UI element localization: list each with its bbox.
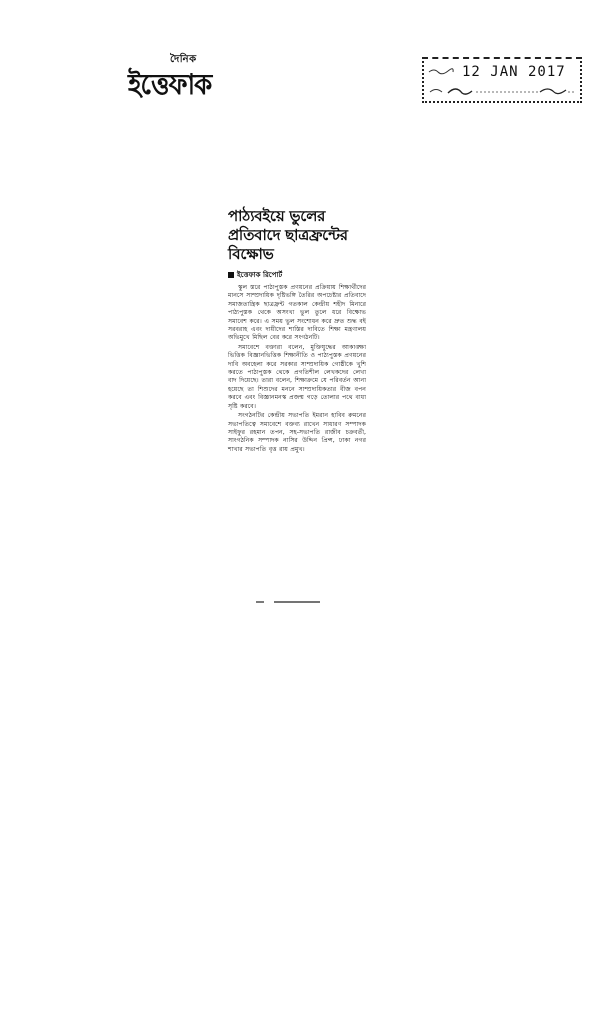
article-paragraph: সংগঠনটির কেন্দ্রীয় সভাপতি ইমরান হাবিব রুমনের সভাপতিত্বে সমাবেশে বক্তব্য রাখেন সাধারণ সম্পাদক সাইফুর রহমান তপন, সহ-সভাপতি রাজীব চক্রবর্তী, সাংগঠনিক সম্পাদক নাসির উদ্দিন প্রিন্স, ঢাকা নগর শাখার সভাপতি বৃত্ত রায় প্রমুখ। — [228, 412, 366, 453]
stamp-handwritten-signature — [428, 83, 576, 97]
stamp-date: 12 JAN 2017 — [462, 64, 566, 80]
article-headline: পাঠ্যবইয়ে ভুলের প্রতিবাদে ছাত্রফ্রন্টের বিক্ষোভ — [228, 207, 348, 263]
date-stamp — [422, 57, 582, 103]
news-article — [228, 207, 366, 454]
masthead-daily-label: দৈনিক — [170, 54, 197, 65]
newspaper-masthead — [128, 52, 258, 100]
stamp-label-scribble — [428, 67, 454, 75]
article-byline — [228, 269, 366, 281]
byline-text: ইত্তেফাক রিপোর্ট — [237, 271, 283, 279]
masthead-title: ইত্তেফাক — [128, 68, 212, 102]
byline-square-icon — [228, 272, 234, 278]
article-paragraph: সমাবেশে বক্তারা বলেন, মুক্তিযুদ্ধের আকাঙ্ক্ষা ভিত্তিক বিজ্ঞানভিত্তিক শিক্ষানীতি ও পাঠ্যপুস্তক প্রণয়নের দাবি অবহেলা করে সরকার সাম্প্রদায়িক গোষ্ঠীকে খুশি করতে পাঠ্যপুস্তক থেকে প্রগতিশীল লেখকদের লেখা বাদ দিয়েছে। তারা বলেন, শিক্ষাক্রমে যে পরিবর্তন আনা হয়েছে তা শিশুদের মননে সাম্প্রদায়িকতার বীজ বপন করবে এবং বিজ্ঞানমনস্ক প্রজন্ম গড়ে তোলার পথে বাধা সৃষ্টি করবে। — [228, 343, 366, 410]
article-paragraph: স্কুল স্তরে পাঠ্যপুস্তক প্রণয়নের প্রক্রিয়ায় শিক্ষার্থীদের মানসে সাম্প্রদায়িক দৃষ্টিভঙ্গি তৈরির অপচেষ্টার প্রতিবাদে সমাজতান্ত্রিক ছাত্রফ্রন্ট গতকাল কেন্দ্রীয় শহীদ মিনারে পাঠ্যপুস্তক থেকে অসংখ্য ভুল তুলে ধরে বিক্ষোভ সমাবেশ করে। এ সময় ভুল সংশোধন করে দ্রুত শুদ্ধ বই সরবরাহ এবং দায়ীদের শাস্তির দাবিতে শিক্ষা মন্ত্রণালয় অভিমুখে মিছিল বের করে সংগঠনটি। — [228, 284, 366, 342]
article-end-mark — [256, 599, 326, 605]
